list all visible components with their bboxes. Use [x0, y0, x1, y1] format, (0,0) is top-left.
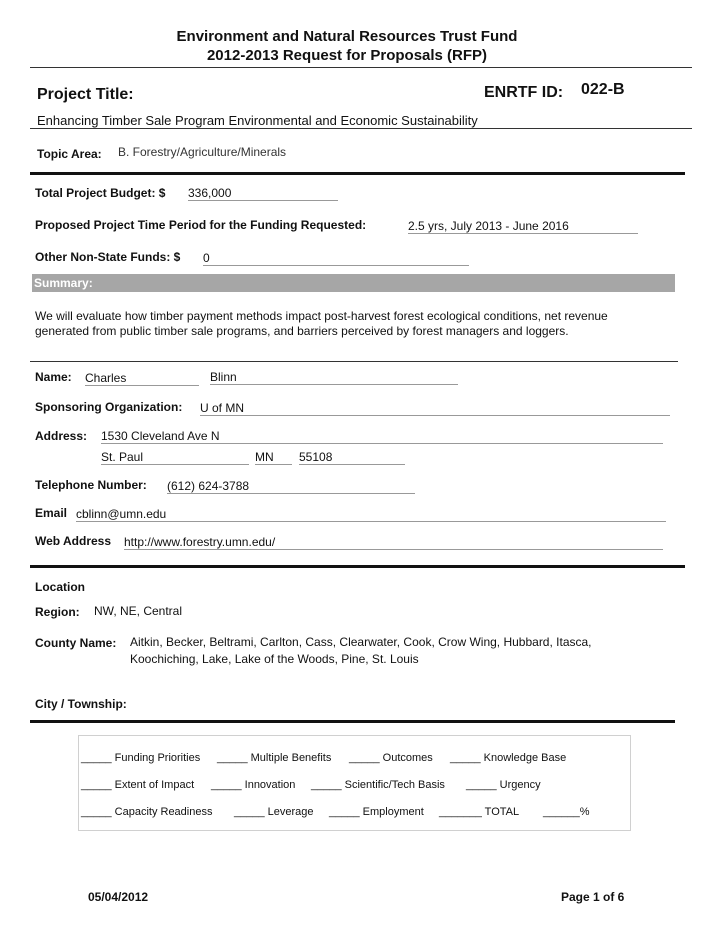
- score-scientific-tech-basis: _____ Scientific/Tech Basis: [311, 779, 445, 791]
- section-rule-2: [30, 565, 685, 568]
- score-total: _______ TOTAL: [439, 806, 520, 818]
- enrtf-id-value: 022-B: [581, 81, 625, 98]
- topic-area-label: Topic Area:: [37, 147, 102, 161]
- state-value: MN: [255, 450, 292, 465]
- document-title-line1: Environment and Natural Resources Trust Fund: [176, 28, 518, 45]
- region-value: NW, NE, Central: [94, 604, 183, 618]
- footer-date: 05/04/2012: [88, 890, 149, 904]
- non-state-funds-value: 0: [203, 251, 469, 266]
- location-heading: Location: [35, 580, 85, 594]
- web-address-label: Web Address: [35, 534, 112, 548]
- score-extent-of-impact: _____ Extent of Impact: [81, 779, 195, 791]
- county-line-1: Aitkin, Becker, Beltrami, Carlton, Cass, Clearwater, Cook, Crow Wing, Hubbard, Itasca,: [130, 635, 592, 649]
- score-knowledge-base: _____ Knowledge Base: [450, 752, 567, 764]
- address-line-value: 1530 Cleveland Ave N: [101, 429, 663, 444]
- summary-rule: [30, 361, 678, 362]
- scoring-box: [78, 735, 631, 831]
- summary-label: Summary:: [34, 276, 93, 290]
- score-capacity-readiness: _____ Capacity Readiness: [81, 806, 213, 818]
- summary-bar: [32, 274, 675, 292]
- web-address-value[interactable]: http://www.forestry.umn.edu/: [124, 535, 663, 550]
- topic-area-value: B. Forestry/Agriculture/Minerals: [118, 145, 287, 159]
- total-budget-value: 336,000: [188, 186, 338, 201]
- county-line-2: Koochiching, Lake, Lake of the Woods, Pine, St. Louis: [130, 652, 419, 666]
- city-township-label: City / Township:: [35, 697, 127, 711]
- time-period-label: Proposed Project Time Period for the Funding Requested:: [35, 218, 367, 232]
- email-label: Email: [35, 506, 68, 520]
- section-rule-1: [30, 172, 685, 175]
- footer-page-number: Page 1 of 6: [561, 890, 625, 904]
- project-title-rule: [30, 128, 692, 129]
- sponsoring-org-label: Sponsoring Organization:: [35, 400, 183, 414]
- score-employment: _____ Employment: [329, 806, 424, 818]
- city-value: St. Paul: [101, 450, 249, 465]
- document-title-line2: 2012-2013 Request for Proposals (RFP): [206, 47, 488, 64]
- project-title-label: Project Title:: [37, 86, 134, 103]
- header-rule: [30, 67, 692, 68]
- name-label: Name:: [35, 370, 72, 384]
- first-name-value: Charles: [85, 371, 199, 386]
- last-name-value: Blinn: [210, 370, 458, 385]
- sponsoring-org-value: U of MN: [200, 401, 670, 416]
- score-innovation: _____ Innovation: [211, 779, 296, 791]
- non-state-funds-label: Other Non-State Funds: $: [35, 250, 181, 264]
- score-urgency: _____ Urgency: [466, 779, 541, 791]
- enrtf-id-label: ENRTF ID:: [484, 84, 564, 101]
- score-multiple-benefits: _____ Multiple Benefits: [217, 752, 332, 764]
- address-label: Address:: [35, 429, 88, 443]
- score-percent: ______%: [543, 806, 590, 818]
- score-funding-priorities: _____ Funding Priorities: [81, 752, 201, 764]
- section-rule-3: [30, 720, 675, 723]
- telephone-value: (612) 624-3788: [167, 479, 415, 494]
- telephone-label: Telephone Number:: [35, 478, 147, 492]
- region-label: Region:: [35, 605, 80, 619]
- total-budget-label: Total Project Budget: $: [35, 186, 166, 200]
- score-leverage: _____ Leverage: [234, 806, 314, 818]
- summary-text: We will evaluate how timber payment methods impact post-harvest forest ecological conditions, net revenue generated from public timber sale programs, and barriers perceived by forest managers and loggers.: [35, 309, 608, 338]
- time-period-value: 2.5 yrs, July 2013 - June 2016: [408, 219, 638, 234]
- county-name-label: County Name:: [35, 636, 117, 650]
- email-value[interactable]: cblinn@umn.edu: [76, 507, 666, 522]
- score-outcomes: _____ Outcomes: [349, 752, 433, 764]
- zip-value: 55108: [299, 450, 405, 465]
- project-title-value: Enhancing Timber Sale Program Environmental and Economic Sustainability: [37, 113, 478, 128]
